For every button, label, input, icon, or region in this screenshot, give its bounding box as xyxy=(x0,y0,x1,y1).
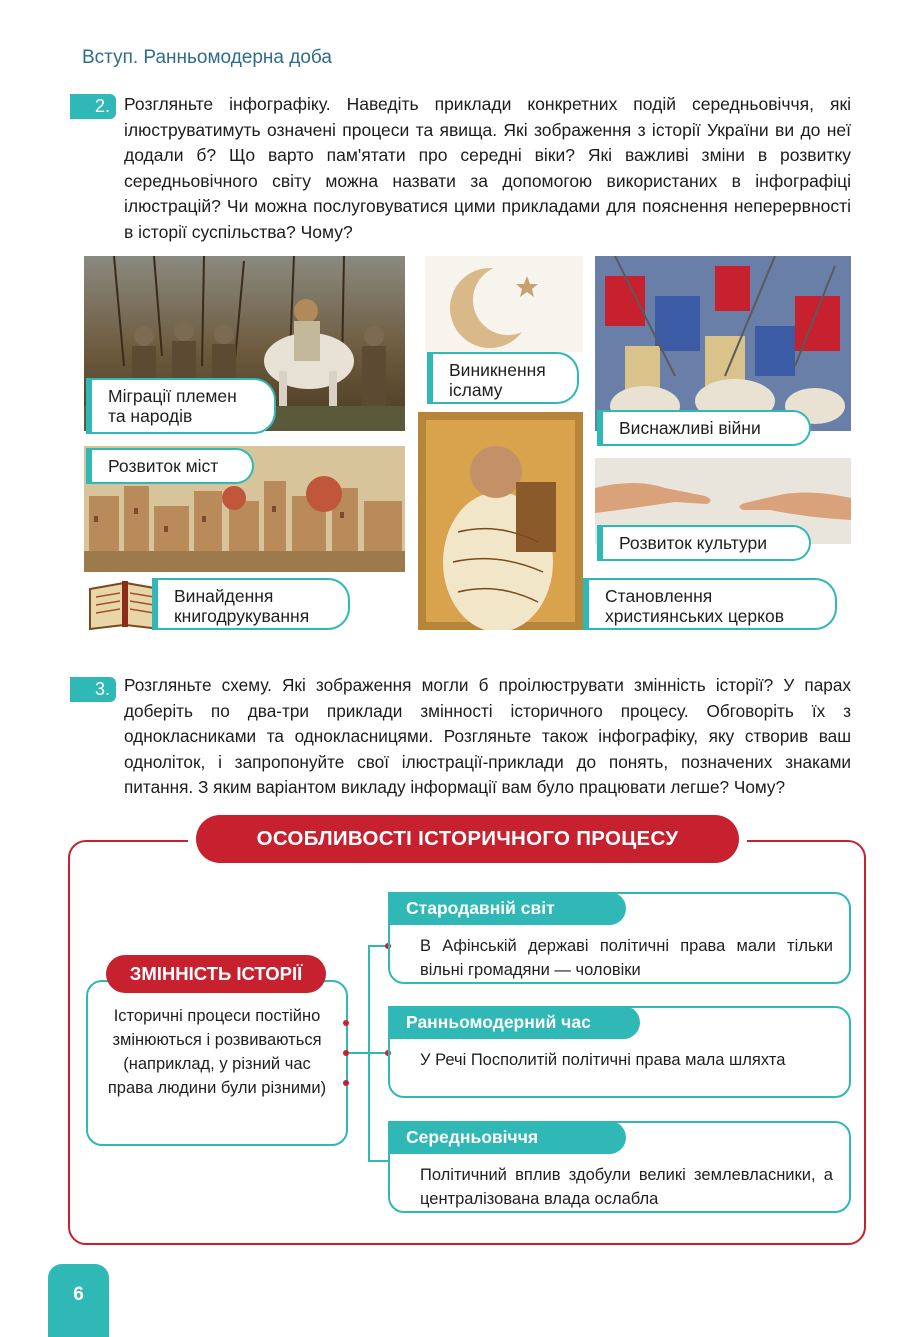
task-text: Розгляньте інфографіку. Наведіть приклади конкретних подій середньовіччя, які ілюструватимуть означені процеси та явища. Які зображення з історії України ви до неї додали б? Що варто пам'ятати про середні віки? Які важливі зміни в розвитку середньовічного світу можна назвати за допомогою використаних в інфографіці ілюстрацій? Чи можна послуговуватися цими прикладами для пояснення неперервності в історії суспільства? Чому? xyxy=(124,94,851,242)
label-churches: Становлення християнських церков xyxy=(583,578,837,630)
label-wars: Виснажливі війни xyxy=(597,410,811,446)
label-islam: Виникнення ісламу xyxy=(427,352,579,404)
page-number: 6 xyxy=(48,1264,109,1337)
task-number-badge: 2. xyxy=(70,94,116,119)
item-title-early-modern: Ранньомодерний час xyxy=(388,1006,640,1039)
item-text-early-modern: У Речі Посполитій політичні права мала шляхта xyxy=(388,1006,851,1098)
task-number-badge: 3. xyxy=(70,677,116,702)
item-text-ancient: В Афінській державі політичні права мали тільки вільні громадяни — чоловіки xyxy=(388,892,851,984)
label-cities: Розвиток міст xyxy=(86,448,254,484)
connector-dot xyxy=(343,1020,349,1026)
label-migrations: Міграції племен та народів xyxy=(86,378,276,434)
item-title-ancient: Стародавній світ xyxy=(388,892,626,925)
connector-line xyxy=(368,1160,388,1162)
crescent-icon xyxy=(425,256,583,352)
item-title-middle-ages: Середньовіччя xyxy=(388,1121,626,1154)
page-header: Вступ. Ранньомодерна доба xyxy=(82,47,332,68)
item-text-middle-ages: Політичний вплив здобули великі землевласники, а централізована влада ослабла xyxy=(388,1121,851,1213)
scheme-title: ОСОБЛИВОСТІ ІСТОРИЧНОГО ПРОЦЕСУ xyxy=(196,815,739,863)
label-culture: Розвиток культури xyxy=(597,525,811,561)
battle-image xyxy=(595,256,851,431)
variability-title: ЗМІННІСТЬ ІСТОРІЇ xyxy=(106,955,326,993)
task-text: Розгляньте схему. Які зображення могли б проілюструвати змінність історії? У парах доберіть по два-три приклади змінності історичного процесу. Обговоріть їх з однокласниками та однокласницями. Розгляньте також інфографіку, яку створив ваш одноліток, і запропонуйте свої ілюстрації-приклади до понять, позначених знаками питання. З яким варіантом викладу інформації вам було працювати легше? Чому? xyxy=(124,675,851,797)
saint-image xyxy=(418,412,583,630)
connector-line xyxy=(346,1052,368,1054)
label-printing: Винайдення книгодрукування xyxy=(152,578,350,630)
connector-dot xyxy=(343,1080,349,1086)
connector-dot xyxy=(343,1050,349,1056)
variability-text: Історичні процеси постійно змінюються і розвиваються (наприклад, у різний час права людини були різними) xyxy=(86,980,348,1146)
